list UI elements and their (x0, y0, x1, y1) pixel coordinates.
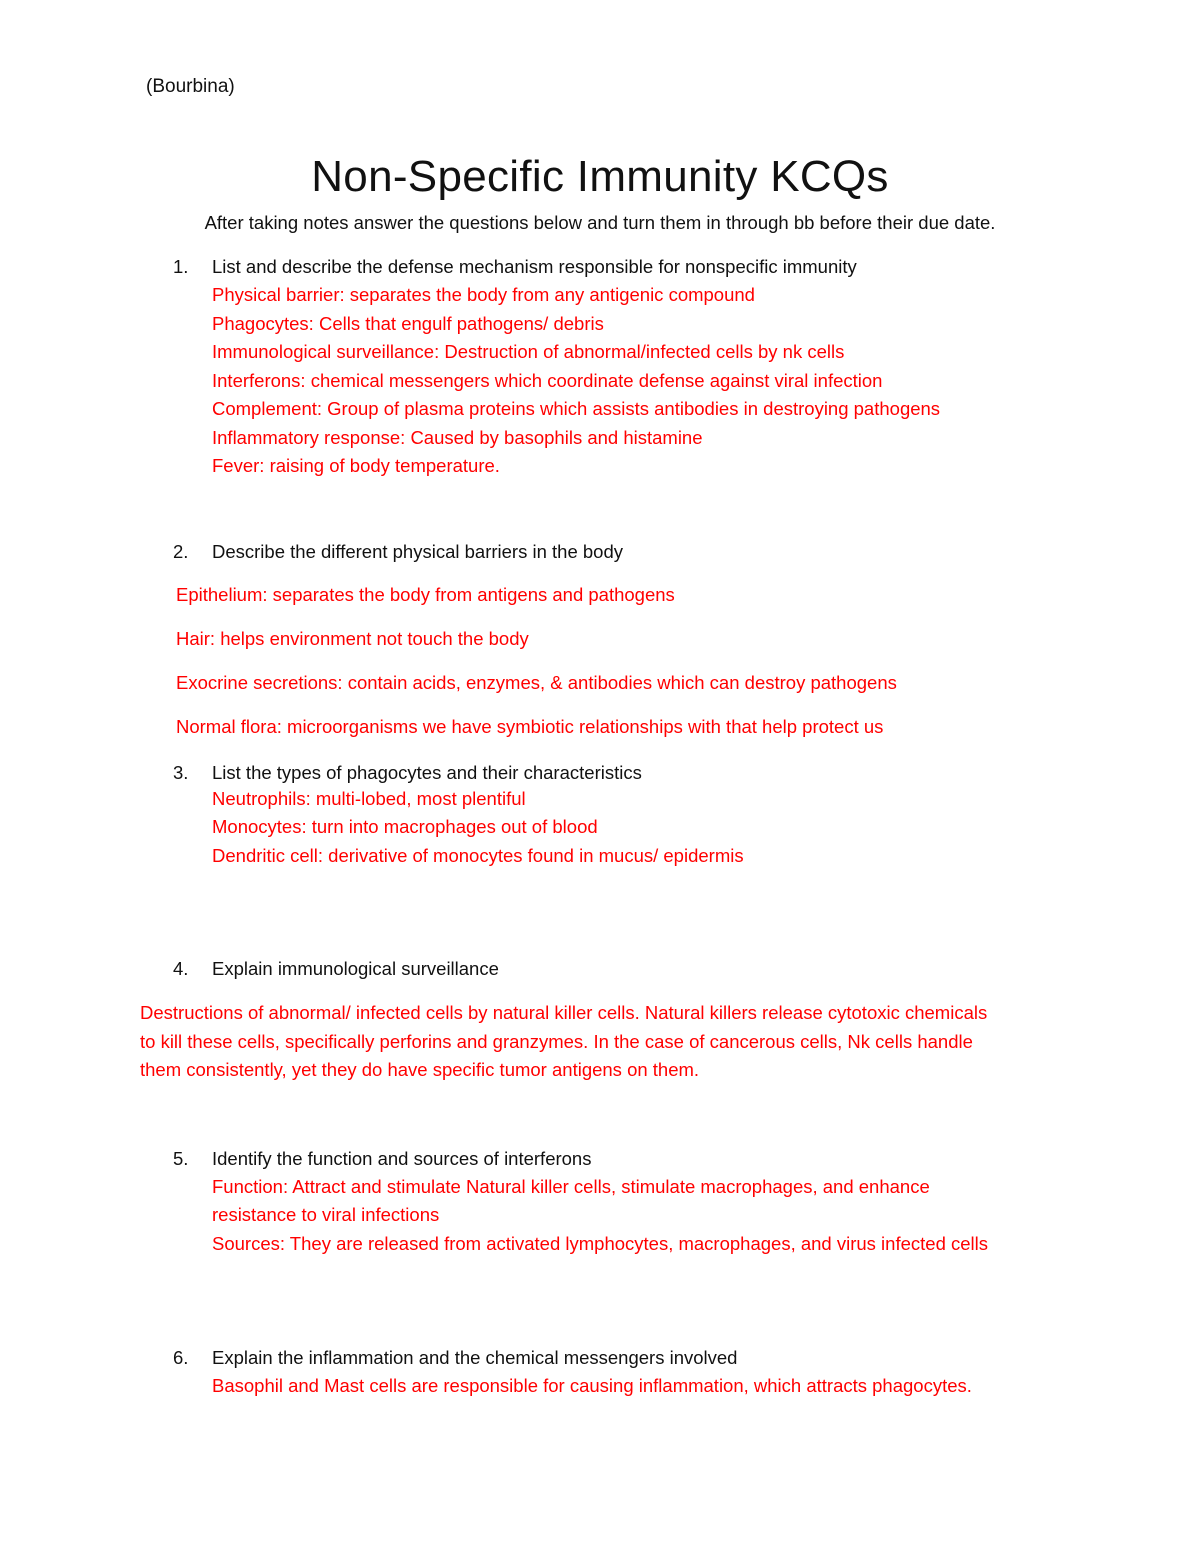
question-2-answer: Hair: helps environment not touch the body (176, 628, 529, 649)
instructions: After taking notes answer the questions below and turn them in through bb before their due date. (204, 212, 996, 233)
question-2-answer: Exocrine secretions: contain acids, enzymes, & antibodies which can destroy pathogens (176, 672, 897, 693)
question-4-number: 4. (173, 958, 189, 979)
question-1-answer: Physical barrier: separates the body from any antigenic compound (212, 284, 755, 305)
question-2-text: Describe the different physical barriers in the body (212, 541, 623, 562)
question-5-answer-line: resistance to viral infections (212, 1204, 440, 1225)
question-1-answer: Inflammatory response: Caused by basophils and histamine (212, 427, 703, 448)
question-5-number: 5. (173, 1148, 189, 1169)
question-1-answer: Immunological surveillance: Destruction of abnormal/infected cells by nk cells (212, 341, 845, 362)
question-6-number: 6. (173, 1347, 189, 1368)
question-3-number: 3. (173, 762, 189, 783)
question-4-answer-line: to kill these cells, specifically perforins and granzymes. In the case of cancerous cells, Nk cells handle (140, 1031, 973, 1052)
question-2-answer: Epithelium: separates the body from antigens and pathogens (176, 584, 675, 605)
question-2-number: 2. (173, 541, 189, 562)
question-1-number: 1. (173, 256, 189, 277)
question-1-answer: Complement: Group of plasma proteins which assists antibodies in destroying pathogens (212, 398, 941, 419)
question-6-text: Explain the inflammation and the chemical messengers involved (212, 1347, 738, 1368)
question-1-answer: Phagocytes: Cells that engulf pathogens/ debris (212, 313, 604, 334)
question-4-answer-line: Destructions of abnormal/ infected cells by natural killer cells. Natural killers release cytotoxic chemicals (140, 1002, 988, 1023)
question-5-answer-line: Sources: They are released from activated lymphocytes, macrophages, and virus infected cells (212, 1233, 989, 1254)
question-3-answer: Dendritic cell: derivative of monocytes found in mucus/ epidermis (212, 845, 744, 866)
question-5-text: Identify the function and sources of interferons (212, 1148, 592, 1169)
question-4-answer-line: them consistently, yet they do have specific tumor antigens on them. (140, 1059, 700, 1080)
author-name: (Bourbina) (146, 76, 235, 97)
question-4-text: Explain immunological surveillance (212, 958, 499, 979)
question-3-text: List the types of phagocytes and their characteristics (212, 762, 642, 783)
question-6-answer-line: Basophil and Mast cells are responsible for causing inflammation, which attracts phagocytes. (212, 1375, 972, 1396)
question-1-answer: Interferons: chemical messengers which coordinate defense against viral infection (212, 370, 883, 391)
question-2-answer: Normal flora: microorganisms we have symbiotic relationships with that help protect us (176, 716, 884, 737)
question-3-answer: Neutrophils: multi-lobed, most plentiful (212, 788, 526, 809)
question-5-answer-line: Function: Attract and stimulate Natural killer cells, stimulate macrophages, and enhance (212, 1176, 930, 1197)
question-3-answer: Monocytes: turn into macrophages out of blood (212, 816, 598, 837)
question-1-text: List and describe the defense mechanism responsible for nonspecific immunity (212, 256, 857, 277)
page-title: Non-Specific Immunity KCQs (311, 152, 889, 201)
question-1-answer: Fever: raising of body temperature. (212, 455, 500, 476)
